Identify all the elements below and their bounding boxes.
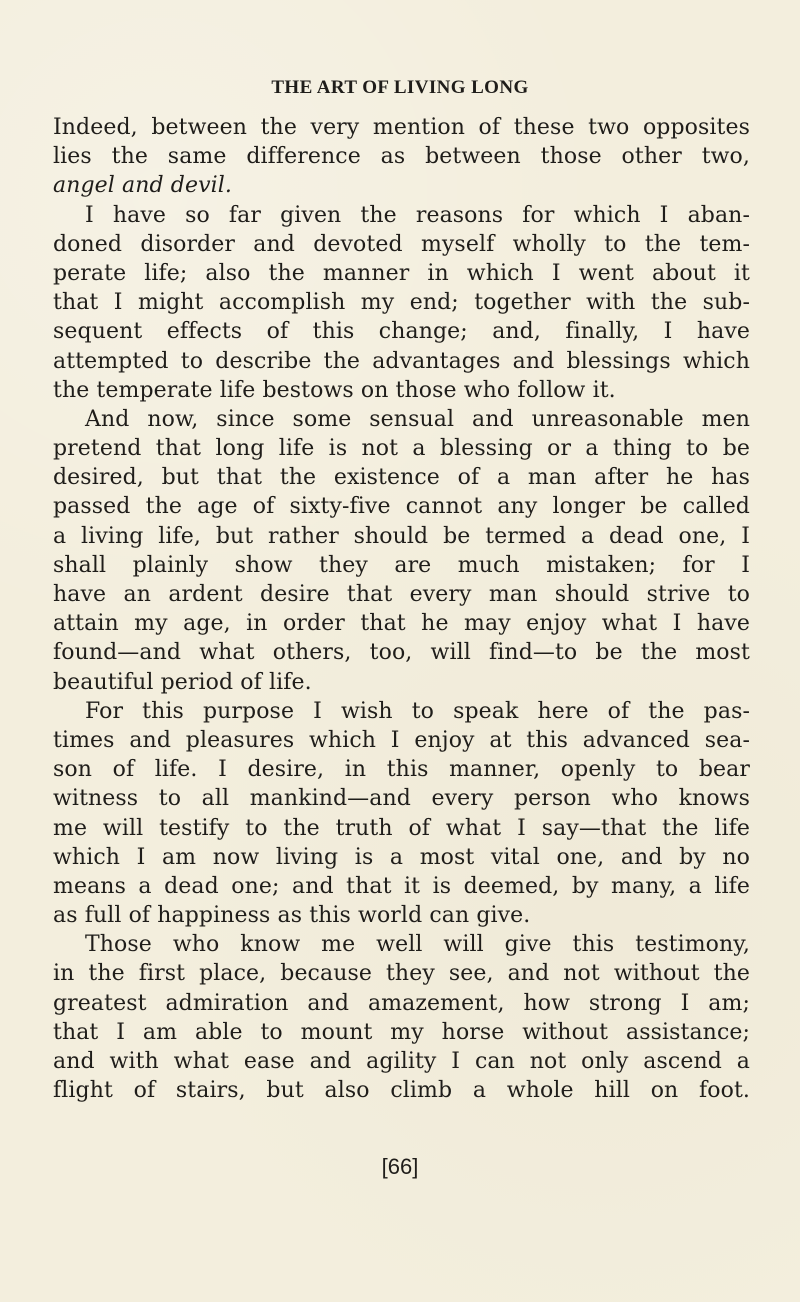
- text-line: and with what ease and agility I can not only ascend a: [53, 1049, 750, 1074]
- text-line: have an ardent desire that every man should strive to: [53, 582, 750, 607]
- text-line: For this purpose I wish to speak here of the pas-: [85, 698, 750, 724]
- text-line: son of life. I desire, in this manner, openly to bear: [53, 757, 750, 783]
- text-line: beautiful period of life.: [53, 669, 312, 695]
- text-line: which I am now living is a most vital one, and by no: [53, 844, 750, 870]
- text-line: pretend that long life is not a blessing or a thing to be: [53, 436, 750, 462]
- text-line: a living life, but rather should be termed a dead one, I: [53, 523, 750, 549]
- text-line: angel and devil.: [53, 173, 232, 199]
- running-head: THE ART OF LIVING LONG: [271, 77, 529, 98]
- text-line: sequent effects of this change; and, finally, I have: [53, 319, 750, 345]
- text-line: means a dead one; and that it is deemed, by many, a life: [53, 873, 750, 899]
- text-line: witness to all mankind—and every person who knows: [53, 786, 750, 812]
- page-number: [66]: [381, 1154, 419, 1179]
- text-line: in the first place, because they see, and not without the: [53, 961, 750, 987]
- page-body: [53, 113, 750, 1105]
- text-line: Those who know me well will give this testimony,: [85, 932, 750, 958]
- text-line: that I am able to mount my horse without assistance;: [53, 1019, 750, 1045]
- text-line: And now, since some sensual and unreasonable men: [85, 406, 750, 432]
- text-line: passed the age of sixty-five cannot any longer be called: [53, 494, 750, 520]
- text-line: that I might accomplish my end; together with the sub-: [53, 290, 750, 316]
- text-line: the temperate life bestows on those who follow it.: [53, 377, 616, 403]
- text-line: flight of stairs, but also climb a whole hill on foot.: [53, 1078, 750, 1104]
- text-line: as full of happiness as this world can give.: [53, 903, 531, 929]
- text-line: found—and what others, too, will find—to be the most: [53, 640, 750, 666]
- text-line: perate life; also the manner in which I went about it: [53, 260, 750, 286]
- text-line: lies the same difference as between those other two,: [53, 144, 750, 170]
- text-line: attain my age, in order that he may enjoy what I have: [53, 611, 750, 637]
- text-line: Indeed, between the very mention of these two opposites: [53, 115, 750, 140]
- text-line: times and pleasures which I enjoy at this advanced sea-: [53, 727, 750, 753]
- text-line: attempted to describe the advantages and blessings which: [53, 348, 750, 374]
- text-line: doned disorder and devoted myself wholly to the tem-: [53, 231, 750, 257]
- text-line: greatest admiration and amazement, how strong I am;: [53, 990, 750, 1016]
- text-line: me will testify to the truth of what I say—that the life: [53, 815, 750, 841]
- text-line: desired, but that the existence of a man after he has: [53, 465, 750, 491]
- text-line: shall plainly show they are much mistaken; for I: [53, 552, 750, 578]
- text-line: I have so far given the reasons for which I aban-: [85, 202, 750, 228]
